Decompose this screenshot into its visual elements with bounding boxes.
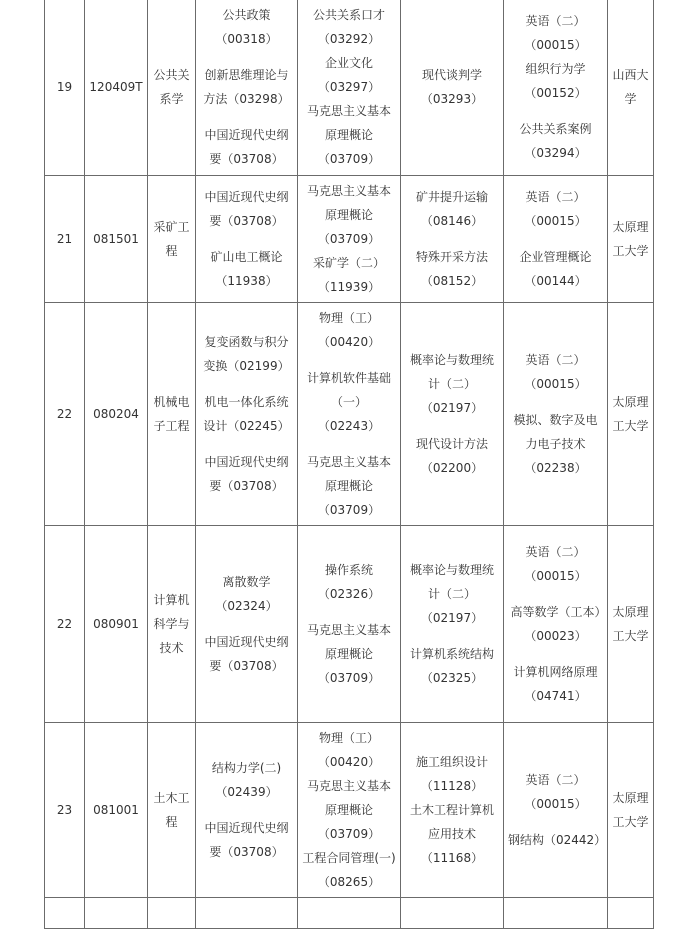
major-code-cell: 080901 xyxy=(85,526,148,723)
empty-cell xyxy=(401,898,504,929)
course-text: （00015） xyxy=(524,377,587,391)
course-entry xyxy=(405,245,499,293)
table-row-partial xyxy=(45,898,654,929)
course-group-cell-4 xyxy=(504,526,608,723)
course-text: （00015） xyxy=(524,214,587,228)
course-text: 英语（二） xyxy=(525,545,586,559)
course-entry xyxy=(508,600,603,648)
course-text: 企业管理概论 xyxy=(519,250,592,264)
course-text: （02326） xyxy=(317,587,381,601)
course-text: 马克思主义基本原理概论 xyxy=(306,455,391,493)
course-text: 操作系统 xyxy=(324,563,373,577)
course-group-cell-2 xyxy=(298,303,401,526)
course-text: 中国近现代史纲要（03708） xyxy=(204,190,289,228)
major-name-cell: 采矿工程 xyxy=(148,176,196,303)
course-entry xyxy=(302,618,396,690)
course-text: 采矿学（二） xyxy=(312,256,385,270)
course-text: 概率论与数理统计（二） xyxy=(409,563,494,601)
course-entry xyxy=(200,630,293,678)
course-text: 复变函数与积分变换（02199） xyxy=(203,335,290,373)
course-text: 马克思主义基本原理概论 xyxy=(306,779,391,817)
course-text: （11128） xyxy=(420,779,484,793)
course-text: 企业文化 xyxy=(324,56,373,70)
course-text: （03294） xyxy=(524,146,587,160)
course-text: 矿井提升运输 xyxy=(415,190,488,204)
row-number-cell: 22 xyxy=(45,303,85,526)
course-text: （00420） xyxy=(317,335,381,349)
course-text: 公共政策 xyxy=(222,8,271,22)
course-text: 计算机网络原理 xyxy=(513,665,598,679)
course-group-cell-4 xyxy=(504,303,608,526)
course-text: （00015） xyxy=(524,569,587,583)
course-text: 英语（二） xyxy=(525,14,586,28)
course-text: （03293） xyxy=(420,92,484,106)
empty-cell xyxy=(608,898,654,929)
course-entry xyxy=(508,768,603,816)
course-text: 英语（二） xyxy=(525,190,586,204)
course-text: （03709） xyxy=(317,232,381,246)
course-group-cell-1 xyxy=(196,176,298,303)
course-text: （00144） xyxy=(524,274,587,288)
course-entry xyxy=(405,348,499,420)
course-entry xyxy=(508,660,603,708)
course-text: 特殊开采方法 xyxy=(415,250,488,264)
course-entry xyxy=(200,816,293,864)
empty-cell xyxy=(298,898,401,929)
course-entry xyxy=(508,540,603,588)
major-code-cell: 081001 xyxy=(85,723,148,898)
school-name-cell: 太原理工大学 xyxy=(608,723,654,898)
course-group-cell-3 xyxy=(401,176,504,303)
course-text: 概率论与数理统计（二） xyxy=(409,353,494,391)
course-text: 中国近现代史纲要（03708） xyxy=(204,635,289,673)
course-entry xyxy=(508,9,603,105)
course-entry xyxy=(302,558,396,606)
table-row xyxy=(45,303,654,526)
major-name-cell: 土木工程 xyxy=(148,723,196,898)
course-text: （00152） xyxy=(524,86,587,100)
course-group-cell-1 xyxy=(196,723,298,898)
course-group-cell-1 xyxy=(196,526,298,723)
course-entry xyxy=(405,432,499,480)
course-text: （03709） xyxy=(317,503,381,517)
course-text: （02197） xyxy=(420,401,484,415)
course-text: （02325） xyxy=(420,671,484,685)
course-text: 施工组织设计 xyxy=(415,755,488,769)
major-code-cell: 081501 xyxy=(85,176,148,303)
school-name-cell: 太原理工大学 xyxy=(608,176,654,303)
course-group-cell-4 xyxy=(504,0,608,176)
course-entry xyxy=(200,756,293,804)
course-entry xyxy=(508,245,603,293)
school-name-cell: 太原理工大学 xyxy=(608,303,654,526)
empty-cell xyxy=(85,898,148,929)
course-text: 矿山电工概论 xyxy=(210,250,283,264)
course-text: 结构力学(二) xyxy=(211,761,282,775)
course-text: 创新思维理论与方法（03298） xyxy=(203,68,290,106)
course-text: （02200） xyxy=(420,461,484,475)
course-entry xyxy=(200,390,293,438)
course-text: （08146） xyxy=(420,214,484,228)
course-text: 计算机软件基础（一） xyxy=(306,371,391,409)
course-entry xyxy=(302,726,396,894)
major-name-cell: 公共关系学 xyxy=(148,0,196,176)
course-text: 高等数学（工本）（00023） xyxy=(510,605,601,643)
course-text: （02238） xyxy=(524,461,587,475)
course-text: （11938） xyxy=(215,274,278,288)
row-number-cell: 23 xyxy=(45,723,85,898)
course-text: 土木工程计算机应用技术 xyxy=(409,803,494,841)
course-text: （00015） xyxy=(524,38,587,52)
empty-cell xyxy=(45,898,85,929)
course-text: 机电一体化系统设计（02245） xyxy=(203,395,290,433)
course-text: （00318） xyxy=(215,32,278,46)
course-entry xyxy=(200,245,293,293)
course-text: 马克思主义基本原理概论 xyxy=(306,184,391,222)
course-group-cell-4 xyxy=(504,723,608,898)
course-group-cell-3 xyxy=(401,0,504,176)
major-name-cell: 机械电子工程 xyxy=(148,303,196,526)
course-group-cell-2 xyxy=(298,723,401,898)
course-text: 中国近现代史纲要（03708） xyxy=(204,128,289,166)
course-text: 组织行为学 xyxy=(525,62,586,76)
school-name-cell: 太原理工大学 xyxy=(608,526,654,723)
course-text: （11168） xyxy=(420,851,484,865)
course-text: 公共关系口才 xyxy=(312,8,385,22)
course-entry xyxy=(302,306,396,354)
row-number-cell: 22 xyxy=(45,526,85,723)
major-code-cell: 080204 xyxy=(85,303,148,526)
table-row xyxy=(45,723,654,898)
course-text: （03709） xyxy=(317,827,381,841)
row-number-cell: 21 xyxy=(45,176,85,303)
course-entry xyxy=(508,828,607,852)
course-text: （00420） xyxy=(317,755,381,769)
course-text: （03297） xyxy=(317,80,381,94)
course-text: （00015） xyxy=(524,797,587,811)
course-group-cell-3 xyxy=(401,723,504,898)
course-text: （03709） xyxy=(317,152,381,166)
course-group-cell-2 xyxy=(298,526,401,723)
course-text: （11939） xyxy=(317,280,381,294)
course-text: 马克思主义基本原理概论 xyxy=(306,623,391,661)
course-entry xyxy=(405,185,499,233)
course-entry xyxy=(302,179,396,299)
course-text: 中国近现代史纲要（03708） xyxy=(204,821,289,859)
empty-cell xyxy=(148,898,196,929)
course-text: （03709） xyxy=(317,671,381,685)
course-group-cell-3 xyxy=(401,303,504,526)
empty-cell xyxy=(196,898,298,929)
course-entry xyxy=(200,330,293,378)
course-entry xyxy=(200,63,293,111)
course-text: （02243） xyxy=(317,419,381,433)
course-entry xyxy=(302,366,396,438)
course-text: 工程合同管理(一)（08265） xyxy=(302,851,396,889)
course-entry xyxy=(405,558,499,630)
course-text: （04741） xyxy=(524,689,587,703)
course-entry xyxy=(405,63,499,111)
course-text: 钢结构（02442） xyxy=(508,833,607,847)
course-entry xyxy=(302,3,396,171)
course-entry xyxy=(508,185,603,233)
course-text: （03292） xyxy=(317,32,381,46)
course-text: （02197） xyxy=(420,611,484,625)
course-entry xyxy=(508,348,603,396)
course-group-cell-4 xyxy=(504,176,608,303)
course-text: 物理（工） xyxy=(318,311,379,325)
course-text: 现代设计方法 xyxy=(415,437,488,451)
table-row xyxy=(45,526,654,723)
course-text: 英语（二） xyxy=(525,773,586,787)
course-text: 计算机系统结构 xyxy=(409,647,494,661)
course-text: （08152） xyxy=(420,274,484,288)
course-entry xyxy=(200,185,293,233)
course-text: 中国近现代史纲要（03708） xyxy=(204,455,289,493)
row-number-cell: 19 xyxy=(45,0,85,176)
table-row xyxy=(45,176,654,303)
course-group-cell-2 xyxy=(298,0,401,176)
course-text: 模拟、数字及电力电子技术 xyxy=(513,413,598,451)
course-entry xyxy=(200,3,293,51)
course-text: 离散数学 xyxy=(222,575,271,589)
course-entry xyxy=(508,408,603,480)
school-name-cell: 山西大学 xyxy=(608,0,654,176)
course-group-cell-1 xyxy=(196,0,298,176)
course-entry xyxy=(302,450,396,522)
major-name-cell: 计算机科学与技术 xyxy=(148,526,196,723)
course-text: （02324） xyxy=(215,599,278,613)
course-entry xyxy=(405,750,499,870)
course-group-cell-1 xyxy=(196,303,298,526)
exam-subject-table xyxy=(44,0,654,929)
course-text: （02439） xyxy=(215,785,278,799)
course-group-cell-3 xyxy=(401,526,504,723)
course-group-cell-2 xyxy=(298,176,401,303)
course-entry xyxy=(200,570,293,618)
course-text: 马克思主义基本原理概论 xyxy=(306,104,391,142)
course-text: 现代谈判学 xyxy=(421,68,482,82)
course-entry xyxy=(200,123,293,171)
course-text: 物理（工） xyxy=(318,731,379,745)
course-entry xyxy=(405,642,499,690)
course-entry xyxy=(508,117,603,165)
course-text: 英语（二） xyxy=(525,353,586,367)
major-code-cell: 120409T xyxy=(85,0,148,176)
empty-cell xyxy=(504,898,608,929)
course-text: 公共关系案例 xyxy=(519,122,592,136)
table-row xyxy=(45,0,654,176)
course-entry xyxy=(200,450,293,498)
